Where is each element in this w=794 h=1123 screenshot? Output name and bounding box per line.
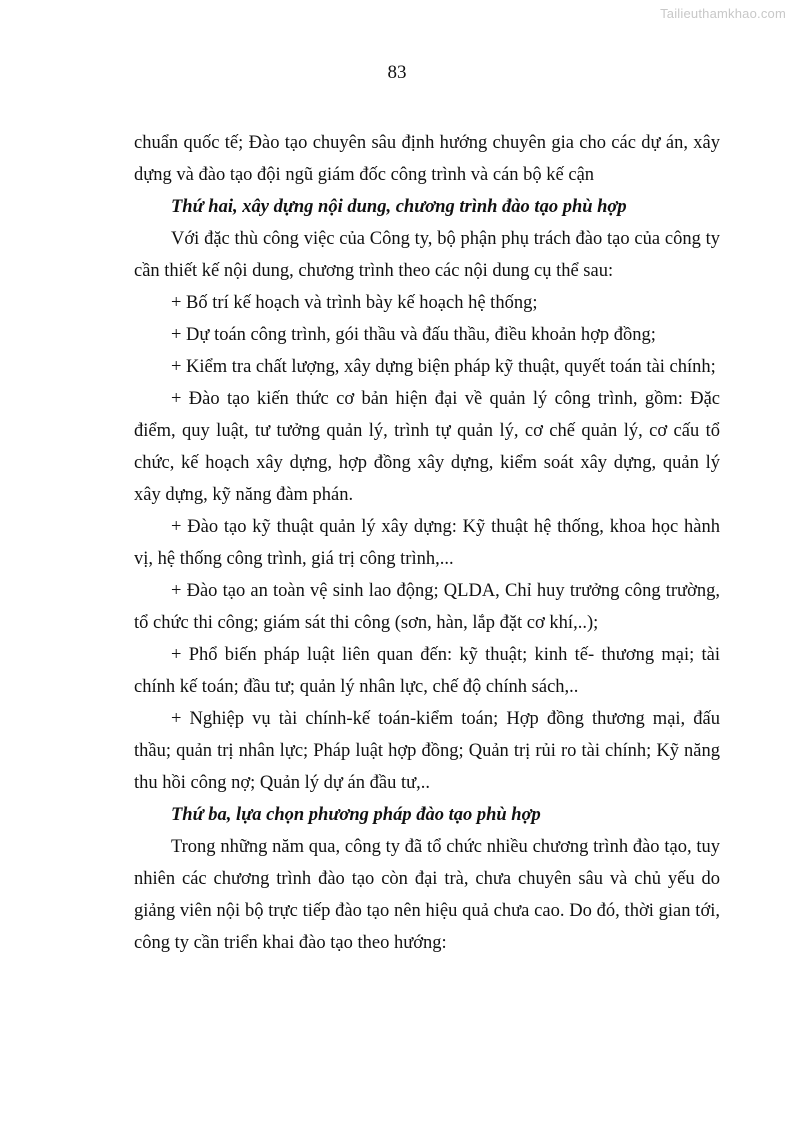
list-item: + Nghiệp vụ tài chính-kế toán-kiểm toán; Hợp đồng thương mại, đấu thầu; quản trị nhân lực; Pháp luật hợp đồng; Quản trị rủi ro tài chính; Kỹ năng thu hồi công nợ; Quản lý dự án đầu tư,..: [134, 709, 720, 793]
list-item: + Bố trí kế hoạch và trình bày kế hoạch hệ thống;: [171, 293, 538, 313]
page-number: 83: [387, 62, 407, 83]
list-item: + Dự toán công trình, gói thầu và đấu thầu, điều khoản hợp đồng;: [171, 325, 656, 345]
list-item: + Phổ biến pháp luật liên quan đến: kỹ thuật; kinh tế- thương mại; tài chính kế toán; đầu tư; quản lý nhân lực, chế độ chính sách,..: [134, 645, 720, 697]
paragraph-continuation: chuẩn quốc tế; Đào tạo chuyên sâu định hướng chuyên gia cho các dự án, xây dựng và đào tạo đội ngũ giám đốc công trình và cán bộ kế cận: [134, 133, 720, 185]
list-item: + Đào tạo kỹ thuật quản lý xây dựng: Kỹ thuật hệ thống, khoa học hành vị, hệ thống công trình, giá trị công trình,...: [134, 517, 720, 569]
paragraph: Trong những năm qua, công ty đã tổ chức nhiều chương trình đào tạo, tuy nhiên các chương trình đào tạo còn đại trà, chưa chuyên sâu và chủ yếu do giảng viên nội bộ trực tiếp đào tạo nên hiệu quả chưa cao. Do đó, thời gian tới, công ty cần triển khai đào tạo theo hướng:: [134, 837, 720, 953]
list-item: + Đào tạo an toàn vệ sinh lao động; QLDA, Chỉ huy trưởng công trường, tổ chức thi công; giám sát thi công (sơn, hàn, lắp đặt cơ khí,..);: [134, 581, 720, 633]
section-heading-third: Thứ ba, lựa chọn phương pháp đào tạo phù hợp: [171, 805, 541, 825]
paragraph: Với đặc thù công việc của Công ty, bộ phận phụ trách đào tạo của công ty cần thiết kế nội dung, chương trình theo các nội dung cụ thể sau:: [134, 229, 720, 281]
watermark-text: Tailieuthamkhao.com: [660, 6, 786, 21]
section-heading-second: Thứ hai, xây dựng nội dung, chương trình đào tạo phù hợp: [171, 197, 627, 217]
list-item: + Kiểm tra chất lượng, xây dựng biện pháp kỹ thuật, quyết toán tài chính;: [171, 357, 716, 377]
list-item: + Đào tạo kiến thức cơ bản hiện đại về quản lý công trình, gồm: Đặc điểm, quy luật, tư tưởng quản lý, trình tự quản lý, cơ chế quản lý, cơ cấu tổ chức, kế hoạch xây dựng, hợp đồng xây dựng, kiểm soát xây dựng, quản lý xây dựng, kỹ năng đàm phán.: [134, 389, 720, 505]
document-body: [134, 127, 720, 959]
